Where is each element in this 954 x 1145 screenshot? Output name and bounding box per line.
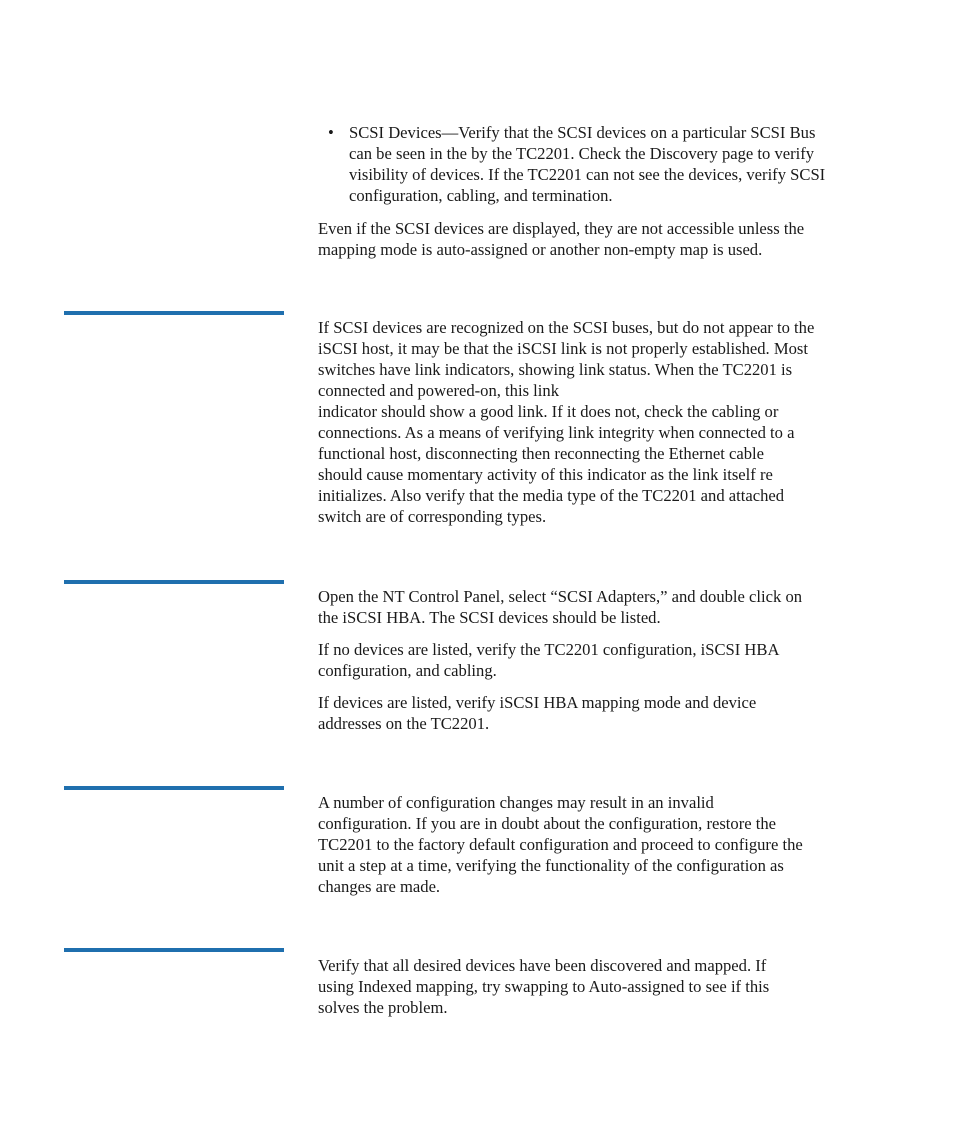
text-line: configuration. If you are in doubt about the configuration, restore the (318, 814, 777, 833)
text-line: the iSCSI HBA. The SCSI devices should be listed. (318, 608, 661, 627)
text-line: using Indexed mapping, try swapping to Auto-assigned to see if this (318, 977, 770, 996)
bullet-text (349, 122, 893, 206)
section-rule-1 (64, 311, 284, 315)
text-line: iSCSI host, it may be that the iSCSI link is not properly established. Most (318, 339, 808, 358)
text-line: A number of configuration changes may result in an invalid (318, 793, 714, 812)
text-line: changes are made. (318, 877, 441, 896)
text-line: If SCSI devices are recognized on the SCSI buses, but do not appear to the (318, 318, 815, 337)
text-line: unit a step at a time, verifying the functionality of the configuration as (318, 856, 784, 875)
bullet-line: can be seen in the by the TC2201. Check the Discovery page to verify (349, 144, 815, 163)
bullet-marker: • (328, 123, 334, 142)
text-line: switches have link indicators, showing link status. When the TC2201 is (318, 360, 793, 379)
text-line: solves the problem. (318, 998, 448, 1017)
paragraph (318, 586, 893, 628)
text-line: connections. As a means of verifying link integrity when connected to a (318, 423, 795, 442)
bullet-item-scsi-devices (318, 122, 893, 206)
text-line: TC2201 to the factory default configuration and proceed to configure the (318, 835, 803, 854)
text-line: If devices are listed, verify iSCSI HBA mapping mode and device (318, 693, 757, 712)
section-rule-2 (64, 580, 284, 584)
text-line: Open the NT Control Panel, select “SCSI Adapters,” and double click on (318, 587, 803, 606)
paragraph (318, 639, 893, 681)
section-2-paragraphs (318, 586, 893, 734)
text-line: Verify that all desired devices have been discovered and mapped. If (318, 956, 767, 975)
text-line: addresses on the TC2201. (318, 714, 490, 733)
paragraph (318, 692, 893, 734)
intro-paragraph (318, 218, 893, 260)
text-line: functional host, disconnecting then reconnecting the Ethernet cable (318, 444, 765, 463)
text-line: should cause momentary activity of this indicator as the link itself re (318, 465, 773, 484)
section-3-paragraph (318, 792, 893, 897)
text-line: If no devices are listed, verify the TC2201 configuration, iSCSI HBA (318, 640, 780, 659)
text-line: mapping mode is auto-assigned or another non-empty map is used. (318, 240, 763, 259)
text-line: configuration, and cabling. (318, 661, 497, 680)
bullet-line: visibility of devices. If the TC2201 can not see the devices, verify SCSI (349, 165, 826, 184)
section-rule-4 (64, 948, 284, 952)
bullet-line: configuration, cabling, and termination. (349, 186, 613, 205)
text-line: indicator should show a good link. If it does not, check the cabling or (318, 402, 779, 421)
section-1-paragraph (318, 317, 893, 527)
bullet-line: SCSI Devices—Verify that the SCSI devices on a particular SCSI Bus (349, 123, 816, 142)
text-line: initializes. Also verify that the media type of the TC2201 and attached (318, 486, 785, 505)
text-line: Even if the SCSI devices are displayed, they are not accessible unless the (318, 219, 805, 238)
section-rule-3 (64, 786, 284, 790)
section-4-paragraph (318, 955, 893, 1018)
text-line: switch are of corresponding types. (318, 507, 547, 526)
text-line: connected and powered-on, this link (318, 381, 559, 400)
